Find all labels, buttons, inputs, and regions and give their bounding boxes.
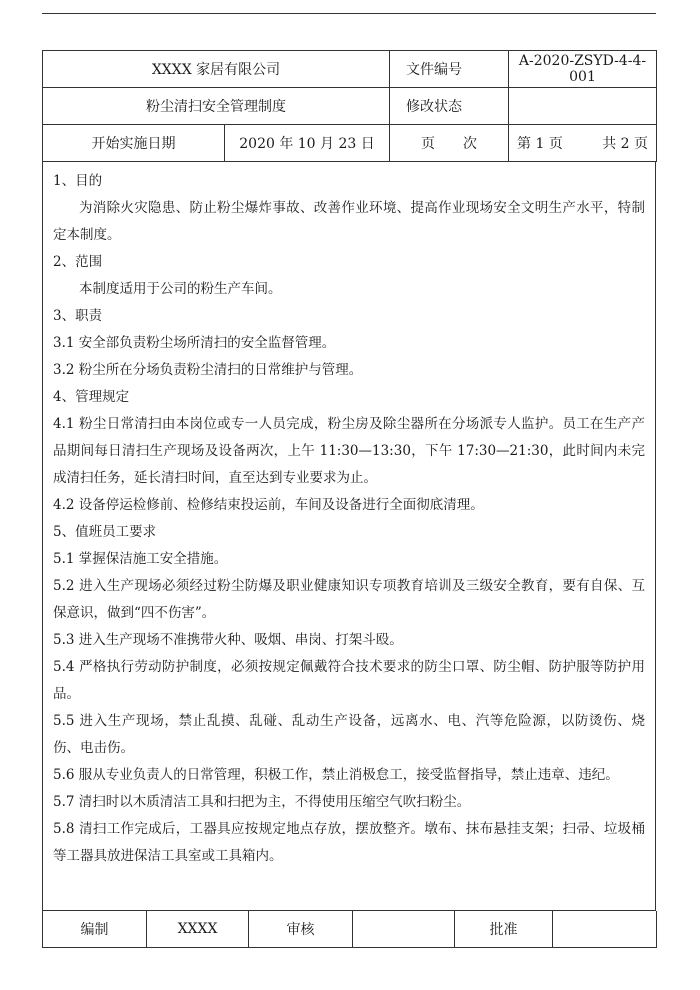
page-current: 第 1 页 (517, 136, 563, 152)
body-paragraph: 5.7 清扫时以木质清洁工具和扫把为主，不得使用压缩空气吹扫粉尘。 (53, 794, 471, 810)
approve-label: 批准 (455, 911, 553, 948)
start-date-label: 开始实施日期 (43, 125, 225, 162)
signature-table (42, 911, 657, 948)
editor-name: XXXX (147, 911, 249, 948)
body-paragraph: 本制度适用于公司的粉生产车间。 (79, 281, 282, 297)
body-paragraph: 5.8 清扫工作完成后，工器具应按规定地点存放，摆放整齐。墩布、抹布悬挂支架；扫帚、垃圾桶等工器具放进保洁工具室或工具箱内。 (53, 821, 645, 864)
revision-value (509, 88, 657, 125)
body-paragraph: 4、管理规定 (53, 389, 130, 405)
body-paragraph: 3、职责 (53, 308, 103, 324)
approve-name (553, 911, 657, 948)
page-total: 共 2 页 (602, 136, 649, 152)
body-paragraph: 5、值班员工要求 (53, 524, 157, 540)
document-body (42, 162, 656, 911)
company-name: XXXX 家居有限公司 (43, 51, 390, 88)
editor-label: 编制 (43, 911, 147, 948)
body-paragraph: 4.2 设备停运检修前、检修结束投运前，车间及设备进行全面彻底清理。 (53, 497, 484, 513)
review-label: 审核 (249, 911, 353, 948)
doc-number: A-2020-ZSYD-4-4-001 (509, 51, 657, 88)
body-paragraph: 5.2 进入生产现场必须经过粉尘防爆及职业健康知识专项教育培训及三级安全教育，要有自保、互保意识，做到“四不伤害”。 (53, 578, 645, 621)
body-paragraph: 5.5 进入生产现场，禁止乱摸、乱碰、乱动生产设备，远离水、电、汽等危险源，以防烫伤、烧伤、电击伤。 (53, 713, 645, 756)
revision-label: 修改状态 (390, 88, 509, 125)
start-date: 2020 年 10 月 23 日 (225, 125, 390, 162)
page-label: 页 次 (390, 125, 509, 162)
page-info (509, 125, 657, 162)
header-table (42, 50, 657, 162)
body-paragraph: 3.1 安全部负责粉尘场所清扫的安全监督管理。 (53, 335, 336, 351)
body-paragraph: 5.4 严格执行劳动防护制度，必须按规定佩戴符合技术要求的防尘口罩、防尘帽、防护服等防护用品。 (53, 659, 645, 702)
body-paragraph: 5.1 掌握保洁施工安全措施。 (53, 551, 228, 567)
document-frame (42, 50, 656, 948)
body-paragraph: 为消除火灾隐患、防止粉尘爆炸事故、改善作业环境、提高作业现场安全文明生产水平，特制定本制度。 (53, 200, 645, 243)
body-paragraph: 5.6 服从专业负责人的日常管理，积极工作，禁止消极怠工，接受监督指导，禁止违章、违纪。 (53, 767, 619, 783)
body-paragraph: 5.3 进入生产现场不准携带火种、吸烟、串岗、打架斗殴。 (53, 632, 403, 648)
review-name (353, 911, 455, 948)
top-rule (42, 13, 656, 14)
body-paragraph: 3.2 粉尘所在分场负责粉尘清扫的日常维护与管理。 (53, 362, 363, 378)
doc-title: 粉尘清扫安全管理制度 (43, 88, 390, 125)
doc-number-label: 文件编号 (390, 51, 509, 88)
body-paragraph: 4.1 粉尘日常清扫由本岗位或专一人员完成，粉尘房及除尘器所在分场派专人监护。员工在生产产品期间每日清扫生产现场及设备两次，上午 11:30—13:30，下午 17:30—21:30，此时间内未完成清扫任务，延长清扫时间，直至达到专业要求为止。 (53, 416, 645, 486)
body-paragraph: 1、目的 (53, 173, 103, 189)
body-paragraph: 2、范围 (53, 254, 103, 270)
